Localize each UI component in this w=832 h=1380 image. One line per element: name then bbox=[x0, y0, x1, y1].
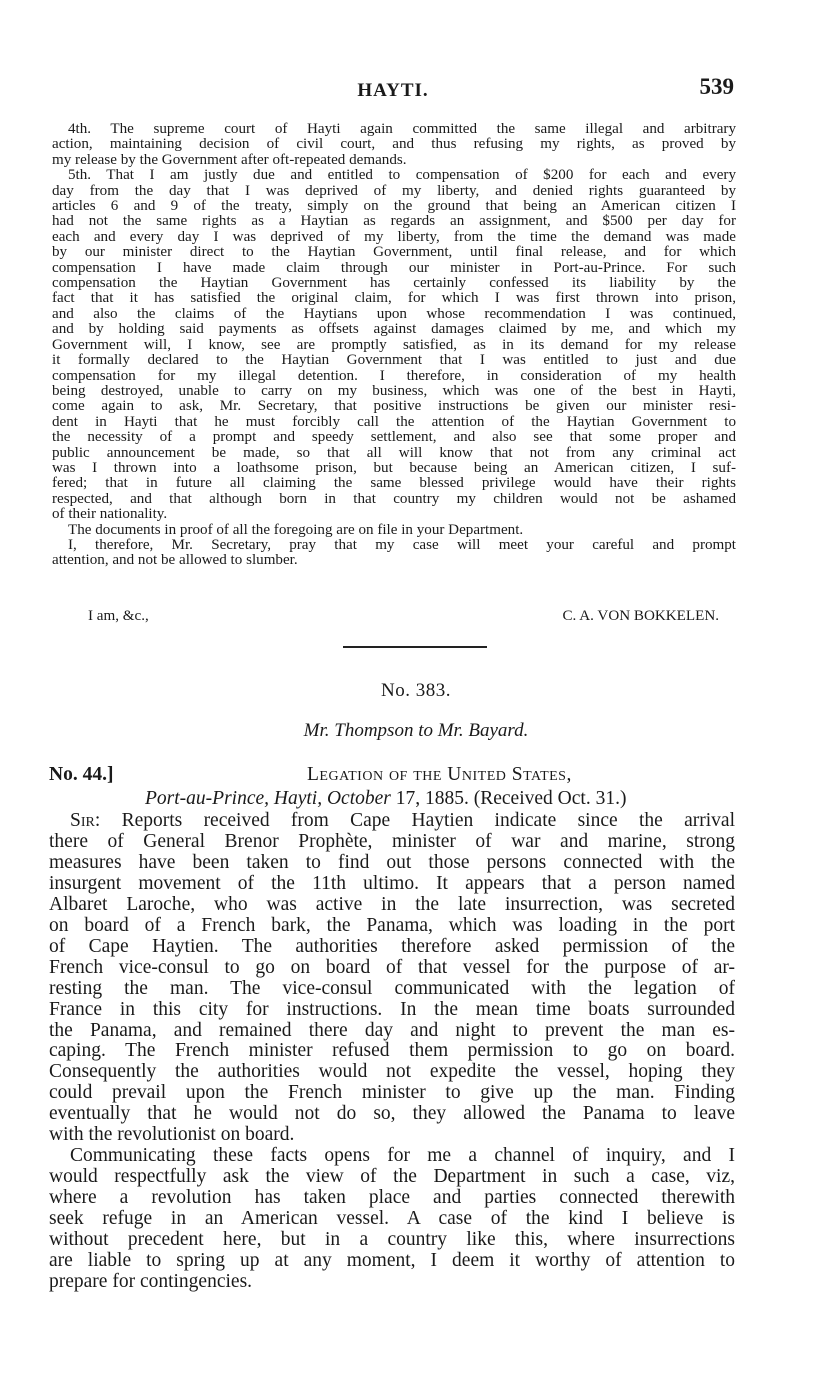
legation-name: Legation of the United States, bbox=[307, 764, 572, 785]
text-line: the necessity of a prompt and speedy settlement, and also see that some proper and bbox=[52, 430, 736, 446]
text-line: respected, and that although born in that country my children would not be ashamed bbox=[52, 491, 736, 507]
text-line: day from the day that I was deprived of my liberty, and denied rights guaranteed by bbox=[52, 183, 736, 199]
text-line: being destroyed, unable to carry on my business, which was one of the best in Hayti, bbox=[52, 383, 736, 399]
text-line: of Cape Haytien. The authorities therefore asked permission of the bbox=[49, 936, 735, 957]
dispatch-heading bbox=[49, 764, 739, 814]
text-line: articles 6 and 9 of the treaty, simply on the ground that being an American citizen I bbox=[52, 199, 736, 215]
text-line: caping. The French minister refused them permission to go on board. bbox=[49, 1041, 735, 1062]
text-line: fact that it has satisfied the original claim, for which I was first thrown into prison, bbox=[52, 291, 736, 307]
signer-name: C. A. VON BOKKELEN. bbox=[562, 608, 719, 624]
text-line: compensation the Haytian Government has certainly confessed its liability by the bbox=[52, 276, 736, 292]
text-line: and also the claims of the Haytians upon whose recommendation I was continued, bbox=[52, 306, 736, 322]
text-line: 4th. The supreme court of Hayti again committed the same illegal and arbitrary bbox=[68, 122, 736, 137]
text-line: prepare for contingencies. bbox=[49, 1271, 253, 1292]
letter-text bbox=[52, 122, 736, 569]
text-line: public announcement be made, so that all will know that not from any criminal act bbox=[52, 445, 736, 461]
text-line: Communicating these facts opens for me a channel of inquiry, and I bbox=[70, 1146, 735, 1167]
dispatch-number: No. 44.] bbox=[49, 764, 114, 785]
text-line: was I thrown into a loathsome prison, but because being an American citizen, I suf- bbox=[52, 460, 736, 476]
text-line bbox=[49, 811, 735, 832]
text-line: could prevail upon the French minister to give up the man. Finding bbox=[49, 1083, 735, 1104]
text-line: 5th. That I am justly due and entitled to compensation of $200 for each and every bbox=[68, 168, 736, 184]
text-line: compensation for my illegal detention. I therefore, in consideration of my health bbox=[52, 368, 736, 384]
text-line: The documents in proof of all the foregoing are on file in your Department. bbox=[68, 522, 524, 538]
text-line: the Panama, and remained there day and night to prevent the man es- bbox=[49, 1020, 735, 1041]
text-line: compensation I have made claim through our minister in Port-au-Prince. For such bbox=[52, 260, 736, 276]
page-header bbox=[52, 72, 734, 106]
text-line: my release by the Government after oft-repeated demands. bbox=[52, 152, 407, 168]
section-divider bbox=[343, 646, 487, 648]
text-line: action, maintaining decision of civil court, and thus refusing my rights, as proved by bbox=[52, 137, 736, 153]
text-line: seek refuge in an American vessel. A case of the kind I believe is bbox=[49, 1209, 735, 1230]
text-line: would respectfully ask the view of the Department in such a case, viz, bbox=[49, 1167, 735, 1188]
text-line: dent in Hayti that he must forcibly call the attention of the Haytian Government to bbox=[52, 414, 736, 430]
dateline-rest: 17, 1885. (Received Oct. 31.) bbox=[390, 788, 627, 809]
text-line: attention, and not be allowed to slumber. bbox=[52, 553, 298, 569]
text-line: there of General Brenor Prophète, minister of war and marine, strong bbox=[49, 831, 735, 852]
text-line: with the revolutionist on board. bbox=[49, 1125, 295, 1146]
text-line: without precedent here, but in a country like this, where insurrections bbox=[49, 1230, 735, 1251]
text-line: Consequently the authorities would not expedite the vessel, hoping they bbox=[49, 1062, 735, 1083]
page-number: 539 bbox=[699, 74, 734, 99]
text-line: measures have been taken to find out those persons connected with the bbox=[49, 852, 735, 873]
text-line: of their nationality. bbox=[52, 507, 168, 523]
text-line: insurgent movement of the 11th ultimo. It appears that a person named bbox=[49, 873, 735, 894]
salutation: Sir bbox=[70, 811, 95, 831]
text-line: resting the man. The vice-consul communicated with the legation of bbox=[49, 978, 735, 999]
text-line: French vice-consul to go on board of that vessel for the purpose of ar- bbox=[49, 957, 735, 978]
dateline-month: October bbox=[326, 788, 391, 809]
text-line: come again to ask, Mr. Secretary, that positive instructions be given our minister resi- bbox=[52, 399, 736, 415]
letter-signoff bbox=[52, 608, 736, 626]
text-line: where a revolution has taken place and parties connected therewith bbox=[49, 1188, 735, 1209]
document-title: Mr. Thompson to Mr. Bayard. bbox=[303, 720, 529, 741]
text-line: and by holding said payments as offsets against damages claimed by me, and which my bbox=[52, 322, 736, 338]
running-head: HAYTI. bbox=[357, 80, 429, 101]
text-line: I, therefore, Mr. Secretary, pray that my case will meet your careful and prompt bbox=[68, 537, 736, 553]
text-line: by our minister direct to the Haytian Government, until final release, and for which bbox=[52, 245, 736, 261]
dateline-place: Port-au-Prince, Hayti, bbox=[145, 788, 323, 809]
text-line: it formally declared to the Haytian Government that I was entitled to just and due bbox=[52, 353, 736, 369]
text-line: are liable to spring up at any moment, I deem it worthy of attention to bbox=[49, 1251, 735, 1272]
text-line: had not the same rights as a Haytian as regards an assignment, and $500 per day for bbox=[52, 214, 736, 230]
dispatch-body bbox=[49, 811, 735, 1293]
text-line: fered; that in future all claiming the same blessed privilege would have their rights bbox=[52, 476, 736, 492]
text-line: each and every day I was deprived of my liberty, from the time the demand was made bbox=[52, 229, 736, 245]
text-line: eventually that he would not do so, they allowed the Panama to leave bbox=[49, 1104, 735, 1125]
dateline bbox=[145, 788, 626, 810]
first-line-text: : Reports received from Cape Haytien indicate since the arrival bbox=[94, 811, 735, 831]
closing: I am, &c., bbox=[88, 608, 149, 624]
text-line: France in this city for instructions. In the mean time boats surrounded bbox=[49, 999, 735, 1020]
document-number: No. 383. bbox=[381, 680, 451, 701]
text-line: on board of a French bark, the Panama, which was loading in the port bbox=[49, 915, 735, 936]
text-line: Government will, I know, see are promptly satisfied, as in its demand for my release bbox=[52, 337, 736, 353]
text-line: Albaret Laroche, who was active in the late insurrection, was secreted bbox=[49, 894, 735, 915]
